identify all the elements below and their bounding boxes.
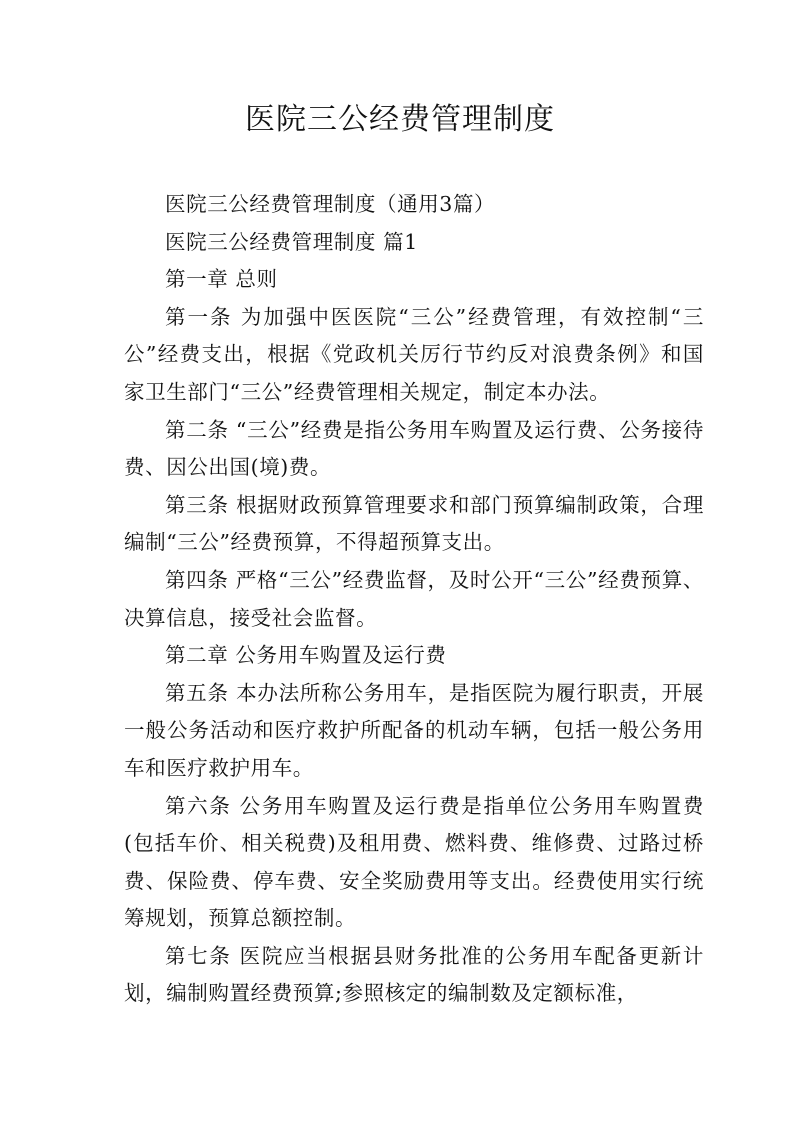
article-1: 第一条 为加强中医医院“三公”经费管理，有效控制“三公”经费支出，根据《党政机关厉行节约反对浪费条例》和国家卫生部门“三公”经费管理相关规定，制定本办法。	[124, 304, 704, 404]
paragraph-collection-title: 医院三公经费管理制度（通用3篇）	[165, 192, 496, 216]
chapter-heading-2: 第二章 公务用车购置及运行费	[165, 643, 447, 668]
paragraph-article-heading: 医院三公经费管理制度 篇1	[165, 229, 418, 254]
article-6: 第六条 公务用车购置及运行费是指单位公务用车购置费(包括车价、相关税费)及租用费、燃料费、维修费、过路过桥费、保险费、停车费、安全奖励费用等支出。经费使用实行统筹规划，预算总额控制。	[124, 793, 704, 931]
chapter-heading-1: 第一章 总则	[165, 267, 278, 292]
document-title: 医院三公经费管理制度	[245, 102, 555, 137]
article-5: 第五条 本办法所称公务用车，是指医院为履行职责，开展一般公务活动和医疗救护所配备的机动车辆，包括一般公务用车和医疗救护用车。	[124, 680, 704, 780]
document-body	[124, 186, 704, 1013]
article-3: 第三条 根据财政预算管理要求和部门预算编制政策，合理编制“三公”经费预算，不得超预算支出。	[124, 492, 704, 555]
article-4: 第四条 严格“三公”经费监督，及时公开“三公”经费预算、决算信息，接受社会监督。	[124, 567, 704, 630]
article-2: 第二条 “三公”经费是指公务用车购置及运行费、公务接待费、因公出国(境)费。	[124, 417, 704, 480]
article-7: 第七条 医院应当根据县财务批准的公务用车配备更新计划，编制购置经费预算;参照核定的编制数及定额标准，	[124, 943, 704, 1006]
